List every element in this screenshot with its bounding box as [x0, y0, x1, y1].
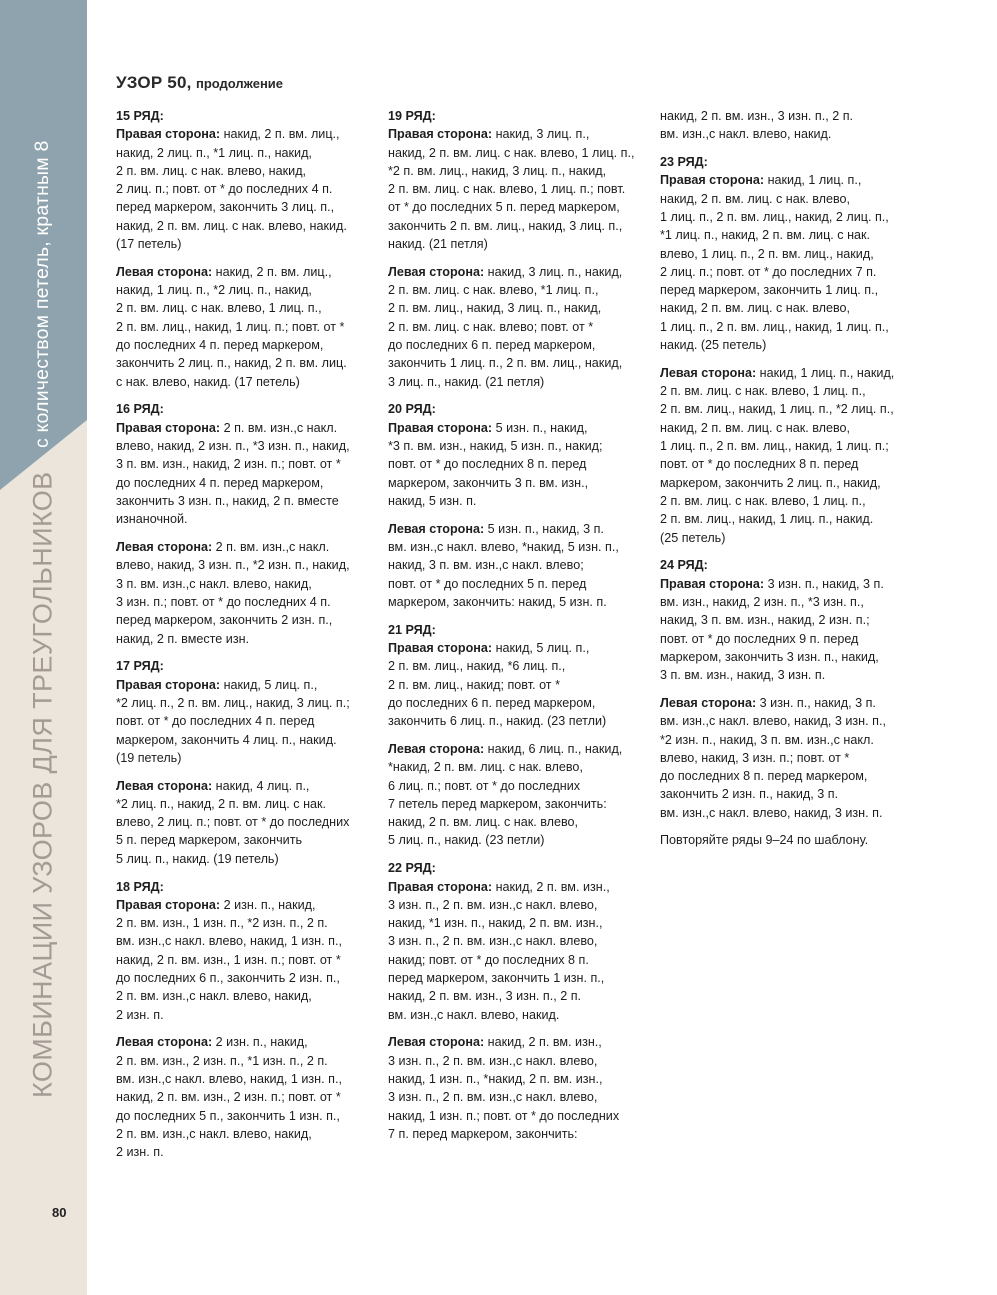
- row-title: 19 РЯД:: [388, 109, 436, 123]
- instruction-line: накид, 2 п. вм. лиц.,: [215, 264, 332, 279]
- instruction-line: 3 изн. п., накид, 3 п.: [767, 576, 884, 591]
- instruction-line: накид, 3 лиц. п.,: [495, 127, 590, 142]
- instruction-line: 3 изн. п.; повт. от * до последних 4 п.: [116, 594, 331, 609]
- instruction-line: накид, 2 п. вм. лиц. с нак. влево,: [388, 815, 579, 830]
- instruction-line: 2 п. вм. лиц., накид, 1 лиц. п.; повт. от *: [116, 319, 345, 334]
- instruction-line: 3 изн. п., 2 п. вм. изн.,с накл. влево,: [388, 1053, 598, 1068]
- sidebar-subtitle: с количеством петель, кратным 8: [31, 140, 53, 448]
- left-side-label: Левая сторона:: [388, 521, 485, 536]
- instruction-line: накид, 5 лиц. п.,: [223, 677, 318, 692]
- instruction-line: накид, 5 лиц. п.,: [495, 641, 590, 656]
- instruction-line: 2 п. вм. лиц., накид; повт. от *: [388, 677, 560, 692]
- instruction-line: 7 п. перед маркером, закончить:: [388, 1126, 578, 1141]
- instruction-line: накид, 3 п. вм. изн.,с накл. влево;: [388, 558, 584, 573]
- left-side-label: Левая сторона:: [116, 264, 213, 279]
- left-side-label: Левая сторона:: [388, 1035, 485, 1050]
- instruction-line: вм. изн.,с накл. влево, накид.: [660, 127, 832, 142]
- left-side-label: Левая сторона:: [660, 695, 757, 710]
- left-side-label: Левая сторона:: [116, 1035, 213, 1050]
- instruction-line: 2 лиц. п.; повт. от * до последних 7 п.: [660, 264, 877, 279]
- instruction-line: накид, 2 п. вм. изн., 3 изн. п., 2 п.: [660, 109, 854, 123]
- sidebar-title: КОМБИНАЦИИ УЗОРОВ ДЛЯ ТРЕУГОЛЬНИКОВ: [27, 471, 58, 1098]
- instruction-line: 2 п. вм. лиц. с нак. влево, 1 лиц. п.; повт.: [388, 182, 626, 197]
- left-side-instructions: [388, 263, 640, 391]
- instruction-line: вм. изн.,с накл. влево, накид, 3 изн. п.: [660, 805, 883, 820]
- left-side-instructions: [388, 1033, 640, 1143]
- instruction-line: 2 п. вм. лиц., накид, *6 лиц. п.,: [388, 659, 566, 674]
- instruction-line: *накид, 2 п. вм. лиц. с нак. влево,: [388, 760, 583, 775]
- row-title: 21 РЯД:: [388, 622, 436, 637]
- instruction-line: 7 петель перед маркером, закончить:: [388, 796, 607, 811]
- instruction-line: накид, 1 изн. п., *накид, 2 п. вм. изн.,: [388, 1072, 603, 1087]
- instruction-line: 3 п. вм. изн., накид, 3 изн. п.: [660, 668, 826, 683]
- left-side-label: Левая сторона:: [116, 778, 213, 793]
- instruction-line: закончить 3 изн. п., накид, 2 п. вместе: [116, 493, 339, 508]
- row-23: [660, 153, 910, 547]
- instruction-line: 2 п. вм. лиц. с нак. влево, 1 лиц. п.,: [116, 301, 322, 316]
- left-side-instructions: [116, 1033, 366, 1161]
- instruction-line: накид, *1 изн. п., накид, 2 п. вм. изн.,: [388, 916, 603, 931]
- instruction-line: влево, накид, 3 изн. п., *2 изн. п., накид,: [116, 558, 350, 573]
- instruction-line: 3 п. вм. изн.,с накл. влево, накид,: [116, 576, 312, 591]
- instruction-line: накид. (25 петель): [660, 338, 767, 353]
- instruction-line: накид, 1 лиц. п., *2 лиц. п., накид,: [116, 283, 312, 298]
- instruction-line: 2 п. вм. изн., 1 изн. п., *2 изн. п., 2 п.: [116, 916, 328, 931]
- right-side-label: Правая сторона:: [388, 879, 493, 894]
- right-side-label: Правая сторона:: [116, 677, 221, 692]
- instruction-line: повт. от * до последних 4 п. перед: [116, 714, 315, 729]
- instruction-line: до последних 4 п. перед маркером,: [116, 475, 324, 490]
- instruction-line: накид, 1 изн. п.; повт. от * до последних: [388, 1108, 620, 1123]
- row-22: [388, 859, 640, 1143]
- instruction-line: перед маркером, закончить 3 лиц. п.,: [116, 200, 335, 215]
- instruction-line: 2 изн. п.: [116, 1145, 164, 1160]
- left-side-label: Левая сторона:: [116, 540, 213, 555]
- instruction-line: повт. от * до последних 8 п. перед: [388, 457, 587, 472]
- instruction-line: от * до последних 5 п. перед маркером,: [388, 200, 620, 215]
- left-side-instructions: [660, 694, 910, 822]
- instruction-line: 2 п. вм. лиц., накид, 3 лиц. п., накид,: [388, 301, 602, 316]
- pattern-heading: [116, 73, 283, 93]
- instruction-line: накид, 4 лиц. п.,: [215, 778, 310, 793]
- instruction-line: накид, 2 п. вм. лиц. с нак. влево,: [660, 191, 851, 206]
- instruction-line: до последних 6 п. перед маркером,: [388, 695, 596, 710]
- instruction-line: 5 лиц. п., накид. (23 петли): [388, 833, 545, 848]
- instruction-line: перед маркером, закончить 1 изн. п.,: [388, 971, 605, 986]
- instruction-line: накид; повт. от * до последних 8 п.: [388, 952, 589, 967]
- row-title: 22 РЯД:: [388, 861, 436, 876]
- column-1: [116, 107, 366, 1171]
- instruction-line: закончить 2 п. вм. лиц., накид, 3 лиц. п.,: [388, 218, 623, 233]
- instruction-line: *1 лиц. п., накид, 2 п. вм. лиц. с нак.: [660, 228, 871, 243]
- left-side-instructions: [388, 740, 640, 850]
- row-22-left-continued: [660, 107, 910, 144]
- instruction-line: до последних 8 п. перед маркером,: [660, 769, 868, 784]
- left-side-instructions: [660, 364, 910, 547]
- instruction-line: влево, 2 лиц. п.; повт. от * до последних: [116, 815, 350, 830]
- right-side-instructions: [116, 125, 366, 253]
- instruction-line: накид, 2 п. вм. лиц.,: [223, 127, 340, 142]
- instruction-line: 3 изн. п., 2 п. вм. изн.,с накл. влево,: [388, 897, 598, 912]
- instruction-line: накид, 1 лиц. п., накид,: [759, 365, 895, 380]
- instruction-line: 2 п. вм. лиц. с нак. влево; повт. от *: [388, 319, 594, 334]
- instruction-line: 5 изн. п., накид, 3 п.: [487, 521, 604, 536]
- instruction-line: 2 п. вм. лиц. с нак. влево, *1 лиц. п.,: [388, 283, 599, 298]
- instruction-line: маркером, закончить 2 лиц. п., накид,: [660, 475, 881, 490]
- instruction-line: 5 лиц. п., накид. (19 петель): [116, 851, 279, 866]
- instruction-line: *2 лиц. п., 2 п. вм. лиц., накид, 3 лиц. п.;: [116, 695, 350, 710]
- left-side-instructions: [388, 520, 640, 611]
- right-side-instructions: [388, 419, 640, 510]
- row-title: 16 РЯД:: [116, 402, 164, 417]
- instruction-line: 2 изн. п.: [116, 1007, 164, 1022]
- instruction-line: вм. изн.,с накл. влево, накид.: [388, 1007, 560, 1022]
- instruction-line: 1 лиц. п., 2 п. вм. лиц., накид, 1 лиц. п.;: [660, 439, 889, 454]
- row-title: 15 РЯД:: [116, 109, 164, 123]
- instruction-line: повт. от * до последних 8 п. перед: [660, 457, 859, 472]
- instruction-line: изнаночной.: [116, 512, 188, 527]
- right-side-instructions: [660, 575, 910, 685]
- right-side-label: Правая сторона:: [388, 641, 493, 656]
- right-side-label: Правая сторона:: [660, 576, 765, 591]
- row-20: [388, 400, 640, 611]
- instruction-line: 2 п. вм. изн., 2 изн. п., *1 изн. п., 2 п.: [116, 1053, 328, 1068]
- instruction-line: (19 петель): [116, 750, 182, 765]
- repeat-note: Повторяйте ряды 9–24 по шаблону.: [660, 833, 869, 848]
- row-title: 23 РЯД:: [660, 155, 708, 170]
- instruction-line: 5 изн. п., накид,: [495, 420, 588, 435]
- row-21: [388, 621, 640, 850]
- instruction-line: повт. от * до последних 5 п. перед: [388, 576, 587, 591]
- right-side-label: Правая сторона:: [388, 420, 493, 435]
- instruction-line: до последних 6 п., закончить 2 изн. п.,: [116, 971, 340, 986]
- instruction-line: накид, 3 п. вм. изн., накид, 2 изн. п.;: [660, 613, 870, 628]
- instruction-line: влево, накид, 3 изн. п.; повт. от *: [660, 750, 850, 765]
- instruction-line: накид, 2 п. вм. изн.,: [495, 879, 610, 894]
- right-side-instructions: [388, 878, 640, 1024]
- instruction-line: накид, 2 п. вместе изн.: [116, 631, 250, 646]
- right-side-instructions: [660, 171, 910, 354]
- instruction-line: 2 изн. п., накид,: [215, 1035, 308, 1050]
- right-side-instructions: [116, 676, 366, 767]
- instruction-line: 2 изн. п., накид,: [223, 897, 316, 912]
- right-side-label: Правая сторона:: [388, 127, 493, 142]
- instruction-line: 2 п. вм. изн.,с накл.: [215, 540, 330, 555]
- instruction-line: маркером, закончить: накид, 5 изн. п.: [388, 594, 607, 609]
- instruction-line: 2 п. вм. лиц. с нак. влево, 1 лиц. п.,: [660, 493, 866, 508]
- left-side-instructions: [116, 538, 366, 648]
- row-title: 20 РЯД:: [388, 402, 436, 417]
- row-19: [388, 107, 640, 391]
- instruction-line: 2 п. вм. лиц., накид, 1 лиц. п., *2 лиц. п.,: [660, 402, 894, 417]
- instruction-line: *2 изн. п., накид, 3 п. вм. изн.,с накл.: [660, 732, 874, 747]
- instruction-line: закончить 6 лиц. п., накид. (23 петли): [388, 714, 607, 729]
- instruction-line: до последних 5 п., закончить 1 изн. п.,: [116, 1108, 340, 1123]
- right-side-label: Правая сторона:: [660, 173, 765, 188]
- instruction-line: накид, 2 п. вм. лиц. с нак. влево,: [660, 301, 851, 316]
- instruction-line: 3 лиц. п., накид. (21 петля): [388, 374, 545, 389]
- instruction-line: 2 п. вм. изн.,с накл. влево, накид,: [116, 989, 312, 1004]
- instruction-line: вм. изн., накид, 2 изн. п., *3 изн. п.,: [660, 594, 864, 609]
- instruction-line: накид, 2 п. вм. изн., 3 изн. п., 2 п.: [388, 989, 582, 1004]
- row-24: [660, 556, 910, 822]
- instruction-line: 2 п. вм. изн.,с накл.: [223, 420, 338, 435]
- instruction-line: накид, 5 изн. п.: [388, 493, 477, 508]
- instruction-line: накид, 2 п. вм. изн., 1 изн. п.; повт. от *: [116, 952, 341, 967]
- pattern-title: УЗОР 50,: [116, 73, 192, 92]
- instruction-line: накид, 2 п. вм. лиц. с нак. влево,: [660, 420, 851, 435]
- instruction-line: до последних 4 п. перед маркером,: [116, 338, 324, 353]
- right-side-instructions: [116, 896, 366, 1024]
- right-side-instructions: [388, 125, 640, 253]
- left-side-instructions: [116, 777, 366, 868]
- instruction-line: вм. изн.,с накл. влево, накид, 1 изн. п.,: [116, 934, 342, 949]
- row-15: [116, 107, 366, 391]
- row-title: 24 РЯД:: [660, 558, 708, 573]
- instruction-line: (17 петель): [116, 237, 182, 252]
- instruction-line: маркером, закончить 3 изн. п., накид,: [660, 649, 879, 664]
- left-side-label: Левая сторона:: [388, 264, 485, 279]
- instruction-line: накид, 2 п. вм. изн., 2 изн. п.; повт. от *: [116, 1090, 341, 1105]
- instruction-line: влево, накид, 2 изн. п., *3 изн. п., накид,: [116, 439, 350, 454]
- instruction-line: 2 лиц. п.; повт. от * до последних 4 п.: [116, 182, 333, 197]
- right-side-label: Правая сторона:: [116, 897, 221, 912]
- instruction-line: (25 петель): [660, 530, 726, 545]
- instruction-line: с нак. влево, накид. (17 петель): [116, 374, 300, 389]
- pattern-subtitle: продолжение: [195, 76, 284, 91]
- right-side-label: Правая сторона:: [116, 420, 221, 435]
- instruction-line: накид. (21 петля): [388, 237, 488, 252]
- column-3: [660, 107, 910, 859]
- instruction-line: 2 п. вм. лиц. с нак. влево, накид,: [116, 163, 307, 178]
- instruction-line: накид, 6 лиц. п., накид,: [487, 742, 623, 756]
- instruction-line: до последних 6 п. перед маркером,: [388, 338, 596, 353]
- instruction-line: повт. от * до последних 9 п. перед: [660, 631, 859, 646]
- instruction-line: *2 п. вм. лиц., накид, 3 лиц. п., накид,: [388, 163, 607, 178]
- instruction-line: накид, 2 п. вм. изн.,: [487, 1035, 602, 1050]
- instruction-line: накид, 1 лиц. п.,: [767, 173, 862, 188]
- instruction-line: 2 п. вм. лиц., накид, 1 лиц. п., накид.: [660, 512, 874, 527]
- instruction-line: 3 изн. п., накид, 3 п.: [759, 695, 876, 710]
- instruction-line: перед маркером, закончить 2 изн. п.,: [116, 613, 333, 628]
- page-number: 80: [52, 1205, 67, 1220]
- instruction-line: 5 п. перед маркером, закончить: [116, 833, 303, 848]
- right-side-label: Правая сторона:: [116, 127, 221, 142]
- column-2: [388, 107, 640, 1153]
- instruction-line: 3 изн. п., 2 п. вм. изн.,с накл. влево,: [388, 1090, 598, 1105]
- instruction-line: *3 п. вм. изн., накид, 5 изн. п., накид;: [388, 439, 603, 454]
- instruction-line: вм. изн.,с накл. влево, *накид, 5 изн. п.,: [388, 540, 619, 555]
- instruction-line: 3 п. вм. изн., накид, 2 изн. п.; повт. от *: [116, 457, 341, 472]
- instruction-line: 2 п. вм. лиц. с нак. влево, 1 лиц. п.,: [660, 384, 866, 399]
- instruction-line: закончить 2 лиц. п., накид, 2 п. вм. лиц.: [116, 356, 347, 371]
- row-17: [116, 657, 366, 868]
- instruction-line: маркером, закончить 4 лиц. п., накид.: [116, 732, 337, 747]
- row-16: [116, 400, 366, 647]
- instruction-line: перед маркером, закончить 1 лиц. п.,: [660, 283, 879, 298]
- right-side-instructions: [388, 639, 640, 730]
- instruction-line: 2 п. вм. изн.,с накл. влево, накид,: [116, 1126, 312, 1141]
- row-title: 17 РЯД:: [116, 659, 164, 674]
- instruction-line: накид, 2 лиц. п., *1 лиц. п., накид,: [116, 145, 312, 160]
- instruction-line: *2 лиц. п., накид, 2 п. вм. лиц. с нак.: [116, 796, 327, 811]
- instruction-line: закончить 1 лиц. п., 2 п. вм. лиц., накид,: [388, 356, 623, 371]
- instruction-line: 1 лиц. п., 2 п. вм. лиц., накид, 2 лиц. п.,: [660, 209, 889, 224]
- left-side-label: Левая сторона:: [388, 742, 485, 756]
- right-side-instructions: [116, 419, 366, 529]
- left-side-label: Левая сторона:: [660, 365, 757, 380]
- instruction-line: накид, 2 п. вм. лиц. с нак. влево, 1 лиц. п.,: [388, 145, 635, 160]
- instruction-line: 1 лиц. п., 2 п. вм. лиц., накид, 1 лиц. п.,: [660, 319, 889, 334]
- row-title: 18 РЯД:: [116, 879, 164, 894]
- instruction-line: вм. изн.,с накл. влево, накид, 3 изн. п.,: [660, 714, 886, 729]
- instruction-line: вм. изн.,с накл. влево, накид, 1 изн. п.,: [116, 1072, 342, 1087]
- instruction-line: 3 изн. п., 2 п. вм. изн.,с накл. влево,: [388, 934, 598, 949]
- instruction-line: влево, 1 лиц. п., 2 п. вм. лиц., накид,: [660, 246, 874, 261]
- instruction-line: накид, 3 лиц. п., накид,: [487, 264, 623, 279]
- left-side-instructions: [116, 263, 366, 391]
- instruction-line: накид, 2 п. вм. лиц. с нак. влево, накид.: [116, 218, 347, 233]
- row-18: [116, 878, 366, 1162]
- instruction-line: 6 лиц. п.; повт. от * до последних: [388, 778, 581, 793]
- instruction-line: закончить 2 изн. п., накид, 3 п.: [660, 787, 839, 802]
- instruction-line: маркером, закончить 3 п. вм. изн.,: [388, 475, 589, 490]
